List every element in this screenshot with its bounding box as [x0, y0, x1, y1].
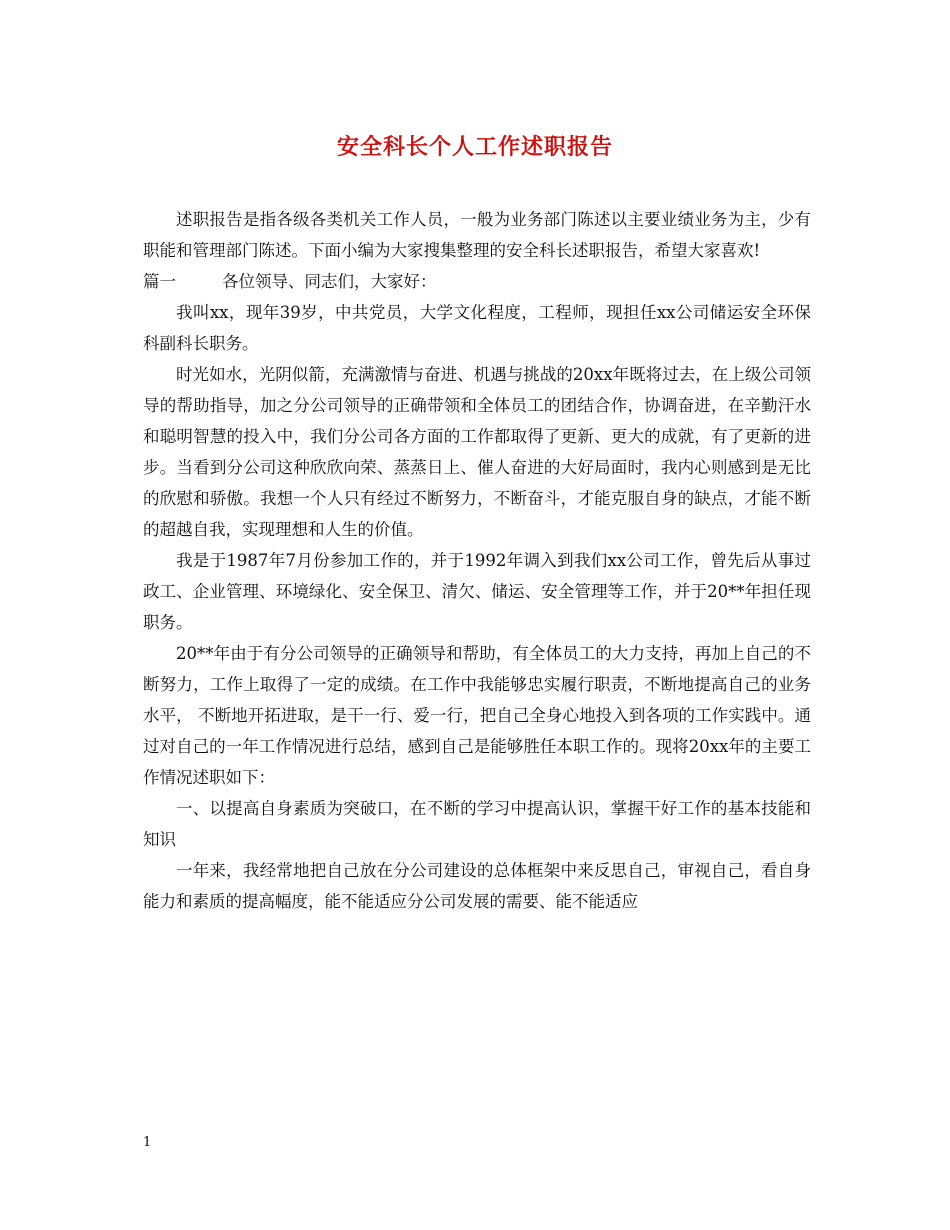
- intro-paragraph: 述职报告是指各级各类机关工作人员，一般为业务部门陈述以主要业绩业务为主，少有职能和管理部门陈述。下面小编为大家搜集整理的安全科长述职报告，希望大家喜欢!: [143, 210, 811, 260]
- body-paragraph: 时光如水，光阴似箭，充满激情与奋进、机遇与挑战的20xx年既将过去，在上级公司领导的帮助指导，加之分公司领导的正确带领和全体员工的团结合作，协调奋进，在辛勤汗水和聪明智慧的投入中，我们分公司各方面的工作都取得了更新、更大的成就，有了更新的进步。当看到分公司这种欣欣向荣、蒸蒸日上、催人奋进的大好局面时，我内心则感到是无比的欣慰和骄傲。我想一个人只有经过不断努力，不断奋斗，才能克服自身的缺点，才能不断的超越自我，实现理想和人生的价值。: [143, 365, 811, 539]
- page-number: 1: [143, 1135, 152, 1150]
- body-paragraph: 我叫xx，现年39岁，中共党员，大学文化程度，工程师，现担任xx公司储运安全环保科副科长职务。: [143, 303, 811, 353]
- section-label: 篇一: [143, 272, 176, 291]
- document-title: 安全科长个人工作述职报告: [336, 134, 613, 160]
- greeting: 各位领导、同志们，大家好：: [222, 272, 437, 291]
- body-paragraph: 我是于1987年7月份参加工作的，并于1992年调入到我们xx公司工作，曾先后从事过政工、企业管理、环境绿化、安全保卫、清欠、储运、安全管理等工作，并于20**年担任现职务。: [143, 551, 811, 632]
- document-body: [143, 204, 811, 917]
- section-heading: 一、以提高自身素质为突破口，在不断的学习中提高认识，掌握干好工作的基本技能和知识: [143, 799, 811, 849]
- section-heading-line: [143, 266, 811, 297]
- body-paragraph: 一年来，我经常地把自己放在分公司建设的总体框架中来反思自己，审视自己，看自身能力和素质的提高幅度，能不能适应分公司发展的需要、能不能适应: [143, 861, 811, 911]
- body-paragraph: 20**年由于有分公司领导的正确领导和帮助，有全体员工的大力支持，再加上自己的不断努力，工作上取得了一定的成绩。在工作中我能够忠实履行职责，不断地提高自己的业务水平， 不断地开拓进取，是干一行、爱一行，把自己全身心地投入到各项的工作实践中。通过对自己的一年工作情况进行总结，感到自己是能够胜任本职工作的。现将20xx年的主要工作情况述职如下：: [143, 644, 811, 787]
